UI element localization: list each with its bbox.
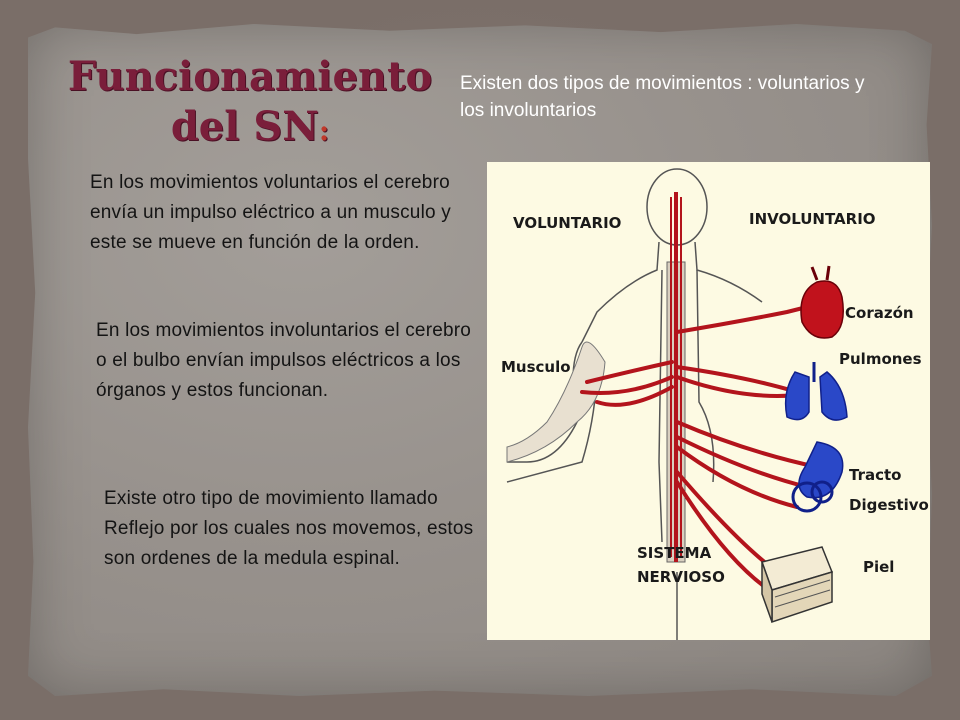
slide-title	[60, 52, 440, 156]
skin-sample	[762, 547, 832, 622]
nervous-system-diagram	[487, 162, 930, 640]
title-line-2	[60, 102, 440, 156]
subtitle-text: Existen dos tipos de movimientos : voluntarios y los involuntarios	[460, 73, 865, 121]
title-line-1: Funcionamiento	[67, 53, 433, 100]
label-tracto: Tracto	[849, 466, 902, 484]
digestive-organ	[793, 442, 843, 511]
heart-organ	[801, 266, 843, 338]
label-involuntario: INVOLUNTARIO	[749, 210, 876, 228]
paragraph-reflex: Existe otro tipo de movimiento llamado Reflejo por los cuales nos movemos, estos son ordenes de la medula espinal.	[104, 488, 474, 569]
label-sistema: SISTEMA	[637, 544, 712, 562]
paragraph-involuntary: En los movimientos involuntarios el cerebro o el bulbo envían impulsos eléctricos a los órganos y estos funcionan.	[96, 320, 472, 401]
title-line-2-text: del SN	[170, 103, 319, 150]
paragraph-voluntary: En los movimientos voluntarios el cerebro envía un impulso eléctrico a un musculo y este se mueve en función de la orden.	[90, 172, 451, 253]
title-colon: :	[318, 114, 330, 147]
label-musculo: Musculo	[501, 358, 571, 376]
diagram-svg	[487, 162, 930, 640]
lungs-organ	[786, 362, 847, 420]
label-nervioso: NERVIOSO	[637, 568, 725, 586]
label-pulmones: Pulmones	[839, 350, 922, 368]
label-digestivo: Digestivo	[849, 496, 929, 514]
label-piel: Piel	[863, 558, 895, 576]
label-voluntario: VOLUNTARIO	[513, 214, 622, 232]
label-corazon: Corazón	[845, 304, 914, 322]
